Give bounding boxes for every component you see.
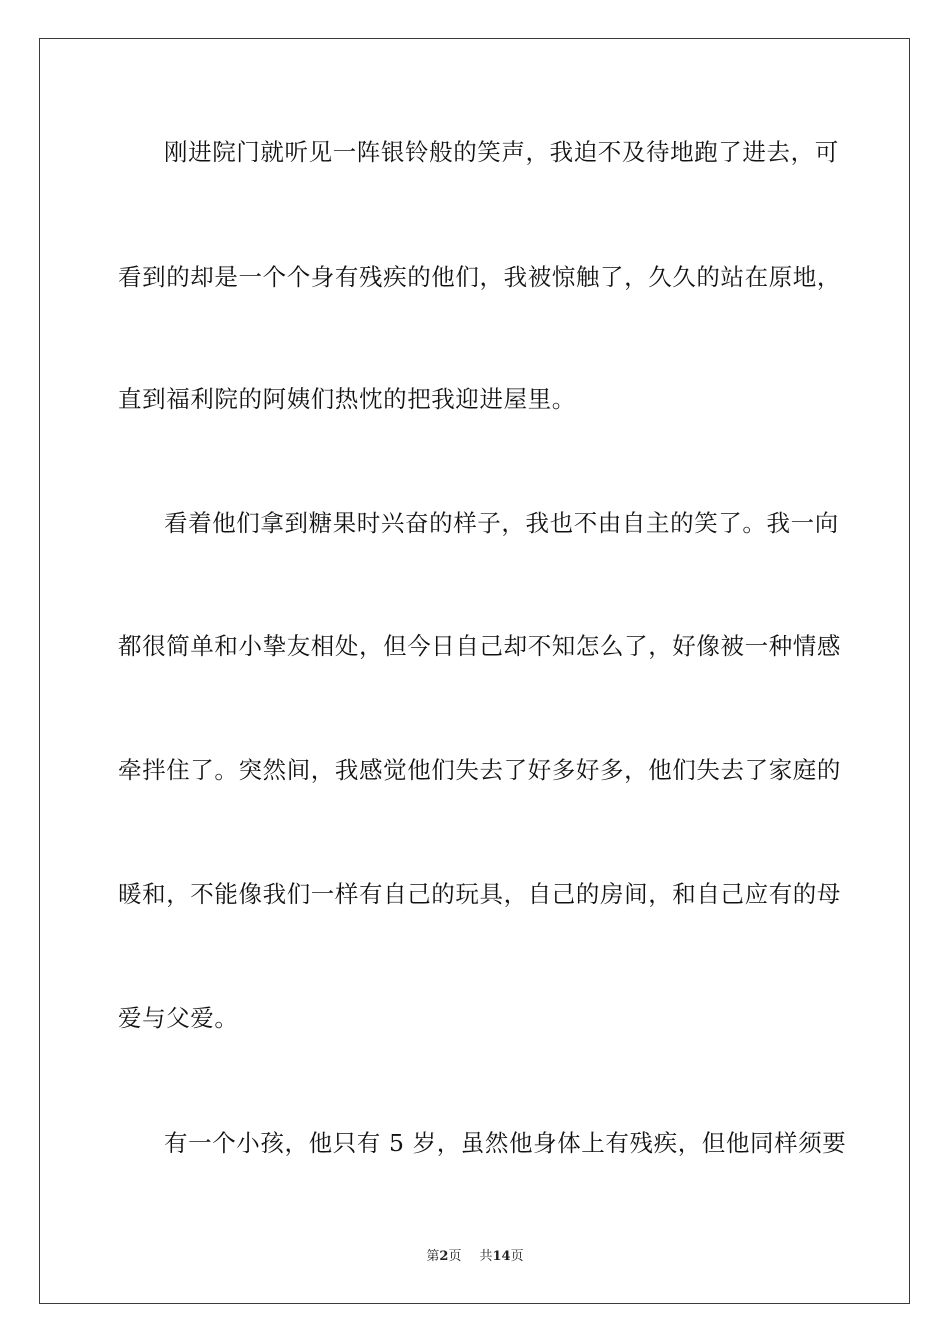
total-suffix: 页 (510, 1249, 524, 1264)
page-footer (0, 1248, 950, 1266)
paragraph-line: 有一个小孩，他只有 5 岁，虽然他身体上有残疾，但他同样须要 (164, 1129, 847, 1157)
paragraph-line: 看到的却是一个个身有残疾的他们，我被惊触了，久久的站在原地， (118, 263, 841, 291)
paragraph-line: 牵拌住了。突然间，我感觉他们失去了好多好多，他们失去了家庭的 (118, 756, 841, 784)
paragraph-line: 爱与父爱。 (118, 1004, 239, 1032)
paragraph-line: 刚进院门就听见一阵银铃般的笑声，我迫不及待地跑了进去，可 (164, 138, 839, 166)
page-number: 2 (439, 1249, 449, 1264)
page-prefix: 第 (426, 1249, 440, 1264)
paragraph-line: 直到福利院的阿姨们热忱的把我迎进屋里。 (118, 385, 576, 413)
page-border (39, 38, 910, 1304)
total-prefix: 共 (479, 1249, 493, 1264)
total-pages: 14 (492, 1249, 511, 1264)
paragraph-line: 都很简单和小挚友相处，但今日自己却不知怎么了，好像被一种情感 (118, 632, 841, 660)
paragraph-line: 看着他们拿到糖果时兴奋的样子，我也不由自主的笑了。我一向 (164, 509, 839, 537)
page-suffix: 页 (448, 1249, 462, 1264)
paragraph-line: 暖和，不能像我们一样有自己的玩具，自己的房间，和自己应有的母 (118, 880, 841, 908)
